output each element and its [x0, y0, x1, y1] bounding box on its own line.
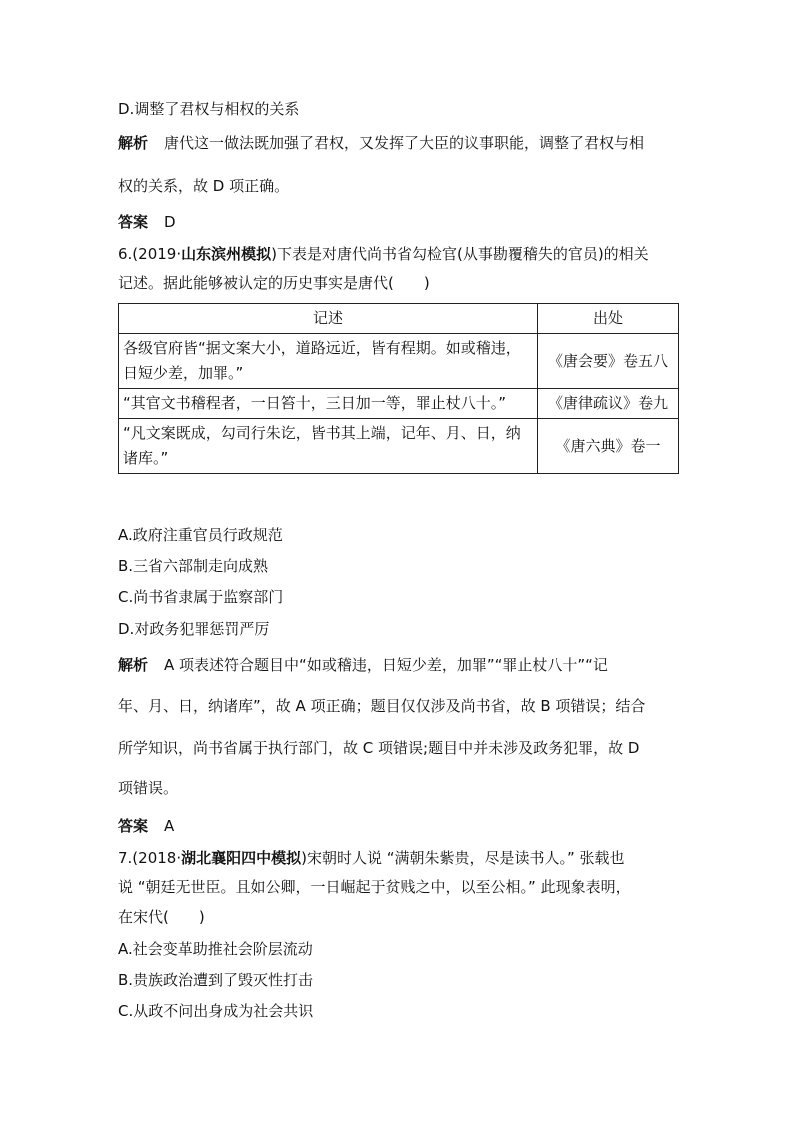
q7-option-a: A.社会变革助推社会阶层流动 [118, 940, 313, 958]
q6-analysis-label: 解析 [118, 656, 149, 674]
q6-analysis-line1 [118, 654, 608, 676]
q5-answer-value: D [164, 213, 176, 231]
q6-option-b: B.三省六部制走向成熟 [118, 557, 269, 575]
table-header-source: 出处 [538, 304, 679, 334]
q7-stem-line1 [118, 847, 625, 869]
q7-option-b: B.贵族政治遭到了毁灭性打击 [118, 971, 314, 989]
q6-stem-line1 [118, 243, 649, 265]
table-cell-record: 各级官府皆“据文案大小，道路远近，皆有程期。如或稽违，日短少差，加罪。” [119, 334, 538, 389]
table-row [119, 419, 679, 474]
q6-option-a: A.政府注重官员行政规范 [118, 526, 283, 544]
q6-records-table [118, 303, 679, 474]
q5-analysis-line2: 权的关系，故 D 项正确。 [118, 177, 290, 195]
q7-source: 湖北襄阳四中模拟 [181, 849, 302, 867]
q5-analysis-line1 [118, 132, 644, 154]
q6-option-c: C.尚书省隶属于监察部门 [118, 588, 284, 606]
q7-stem-rest: )宋朝时人说 “满朝朱紫贵，尽是读书人。” 张载也 [301, 849, 625, 867]
q6-analysis-line2: 年、月、日，纳诸库”，故 A 项正确；题目仅仅涉及尚书省，故 B 项错误；结合 [118, 697, 646, 715]
q6-analysis-text1: A 项表述符合题目中“如或稽违，日短少差，加罪”“罪止杖八十”“记 [164, 656, 608, 674]
q7-stem-line2: 说 “朝廷无世臣。且如公卿，一日崛起于贫贱之中，以至公相。” 此现象表明， [118, 878, 631, 896]
q6-answer-value: A [164, 817, 175, 835]
q5-option-d: D.调整了君权与相权的关系 [118, 100, 300, 118]
q6-analysis-line3: 所学知识，尚书省属于执行部门，故 C 项错误;题目中并未涉及政务犯罪，故 D [118, 739, 640, 757]
q6-answer [118, 815, 174, 837]
table-cell-record: “其官文书稽程者，一日笞十，三日加一等，罪止杖八十。” [119, 389, 538, 419]
q7-option-c: C.从政不问出身成为社会共识 [118, 1002, 314, 1020]
q7-number: 7.(2018· [118, 849, 182, 867]
q5-analysis-text1: 唐代这一做法既加强了君权，又发挥了大臣的议事职能，调整了君权与相 [164, 134, 645, 152]
q5-answer [118, 211, 176, 233]
q6-stem-line2: 记述。据此能够被认定的历史事实是唐代( ) [118, 274, 430, 292]
table-cell-record: “凡文案既成，勾司行朱讫，皆书其上端，记年、月、日，纳诸库。” [119, 419, 538, 474]
table-cell-source: 《唐律疏议》卷九 [538, 389, 679, 419]
q6-option-d: D.对政务犯罪惩罚严厉 [118, 620, 270, 638]
q6-answer-label: 答案 [118, 817, 149, 835]
table-header-record: 记述 [119, 304, 538, 334]
table-cell-source: 《唐六典》卷一 [538, 419, 679, 474]
q6-stem-rest: )下表是对唐代尚书省勾检官(从事勘覆稽失的官员)的相关 [271, 245, 649, 263]
q7-stem-line3: 在宋代( ) [118, 908, 205, 926]
q6-analysis-line4: 项错误。 [118, 779, 179, 797]
table-row [119, 334, 679, 389]
q5-answer-label: 答案 [118, 213, 149, 231]
table-header-row [119, 304, 679, 334]
q5-analysis-label: 解析 [118, 134, 149, 152]
table-row [119, 389, 679, 419]
q6-number: 6.(2019· [118, 245, 182, 263]
q6-source: 山东滨州模拟 [181, 245, 272, 263]
table-cell-source: 《唐会要》卷五八 [538, 334, 679, 389]
